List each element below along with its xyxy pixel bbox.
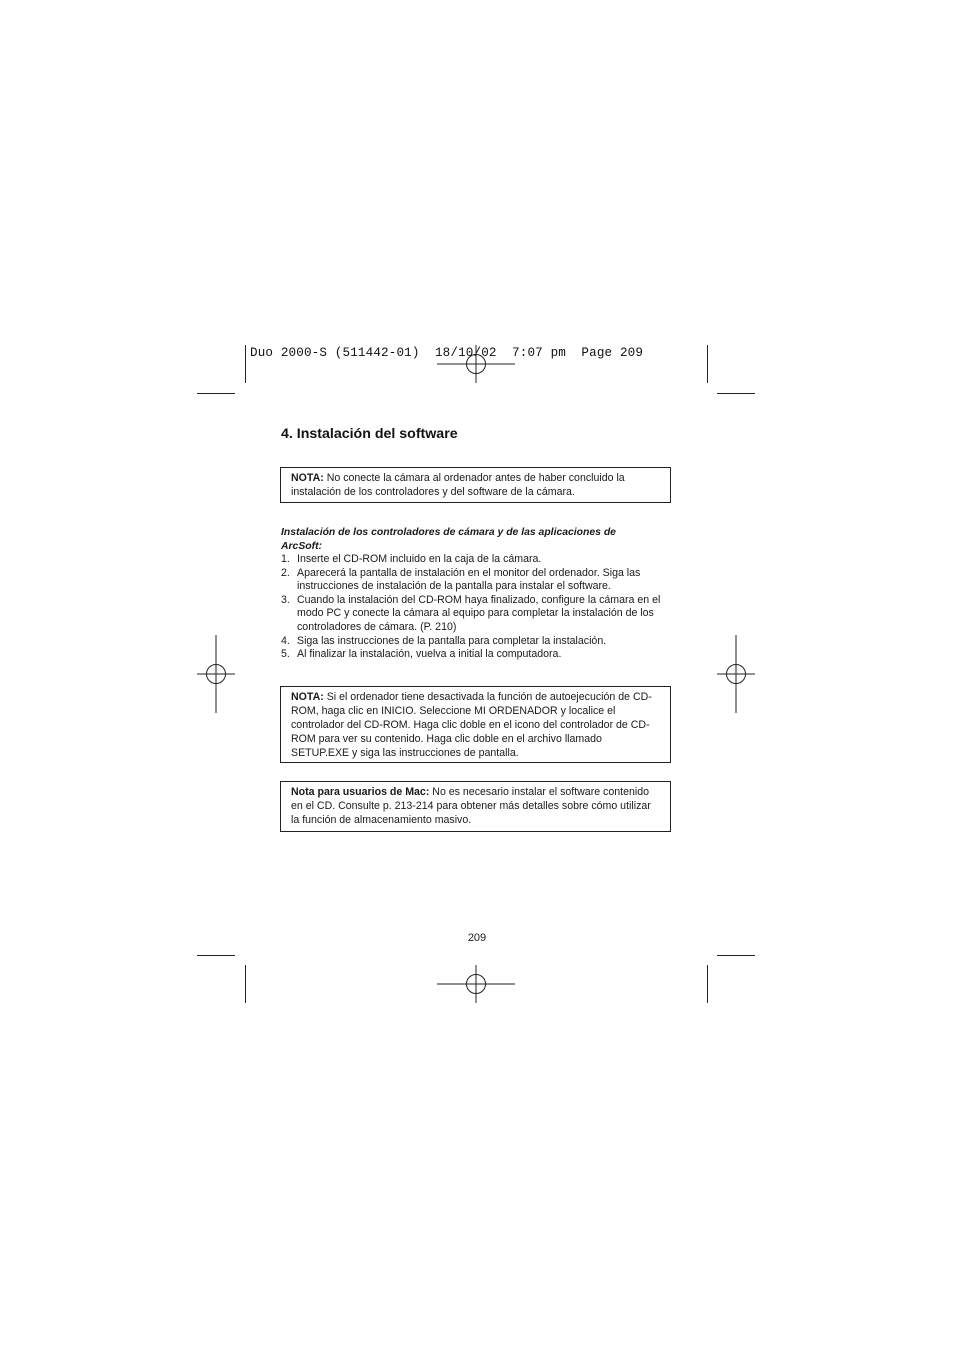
registration-mark-right-icon (717, 635, 755, 713)
crop-mark-top-left-horizontal (197, 393, 235, 394)
crop-mark-top-right-horizontal (717, 393, 755, 394)
step-text: Cuando la instalación del CD-ROM haya finalizado, configure la cámara en el modo PC y conecte la cámara al equipo para completar la instalación de los controladores de cámara. (P. 210) (297, 593, 661, 633)
crop-mark-top-right-vertical (707, 345, 708, 383)
step-text: Al finalizar la instalación, vuelva a initial la computadora. (297, 648, 562, 661)
note-label: Nota para usuarios de Mac: (291, 786, 430, 798)
note-label: NOTA: (291, 472, 324, 484)
list-item (281, 594, 673, 635)
list-item (281, 648, 673, 662)
crop-mark-bottom-left-horizontal (197, 955, 235, 956)
note-text: Si el ordenador tiene desactivada la función de autoejecución de CD-ROM, haga clic en INICIO. Seleccione MI ORDENADOR y localice el controlador del CD-ROM. Haga clic doble en el icono del controlador de CD-ROM para ver su contenido. Haga clic doble en el archivo llamado SETUP.EXE y siga las instrucciones de pantalla. (291, 691, 652, 759)
crop-mark-top-left-vertical (245, 345, 246, 383)
step-number: 5. (281, 648, 290, 661)
note-box-connection (280, 467, 671, 503)
print-slug-line: Duo 2000-S (511442-01) 18/10/02 7:07 pm Page 209 (250, 346, 644, 360)
crop-mark-bottom-right-vertical (707, 965, 708, 1003)
list-item (281, 553, 673, 567)
note-text: No es necesario instalar el software contenido en el CD. Consulte p. 213-214 para obtener más detalles sobre cómo utilizar la función de almacenamiento masivo. (291, 786, 651, 826)
step-text: Inserte el CD-ROM incluido en la caja de la cámara. (297, 553, 542, 565)
list-item (281, 635, 673, 649)
step-number: 4. (281, 634, 290, 647)
installation-steps-list (281, 553, 673, 662)
note-box-autorun (280, 686, 671, 763)
crop-mark-bottom-left-vertical (245, 965, 246, 1003)
step-number: 1. (281, 553, 290, 565)
registration-mark-top-icon (437, 345, 515, 383)
registration-mark-bottom-icon (437, 965, 515, 1003)
page-number: 209 (467, 932, 487, 944)
step-text: Aparecerá la pantalla de instalación en el monitor del ordenador. Siga las instrucciones de instalación de la pantalla para instalar el software. (297, 566, 641, 593)
step-number: 2. (281, 566, 290, 579)
crop-mark-bottom-right-horizontal (717, 955, 755, 956)
note-label: NOTA: (291, 691, 324, 703)
registration-mark-left-icon (197, 635, 235, 713)
note-box-mac-users (280, 781, 671, 832)
step-text: Siga las instrucciones de la pantalla para completar la instalación. (297, 634, 607, 647)
list-item (281, 567, 673, 594)
step-number: 3. (281, 593, 290, 606)
installation-subheading: Instalación de los controladores de cámara y de las aplicaciones de ArcSoft: (281, 527, 616, 552)
section-title: 4. Instalación del software (281, 426, 458, 442)
note-text: No conecte la cámara al ordenador antes de haber concluido la instalación de los controladores y del software de la cámara. (291, 472, 625, 498)
